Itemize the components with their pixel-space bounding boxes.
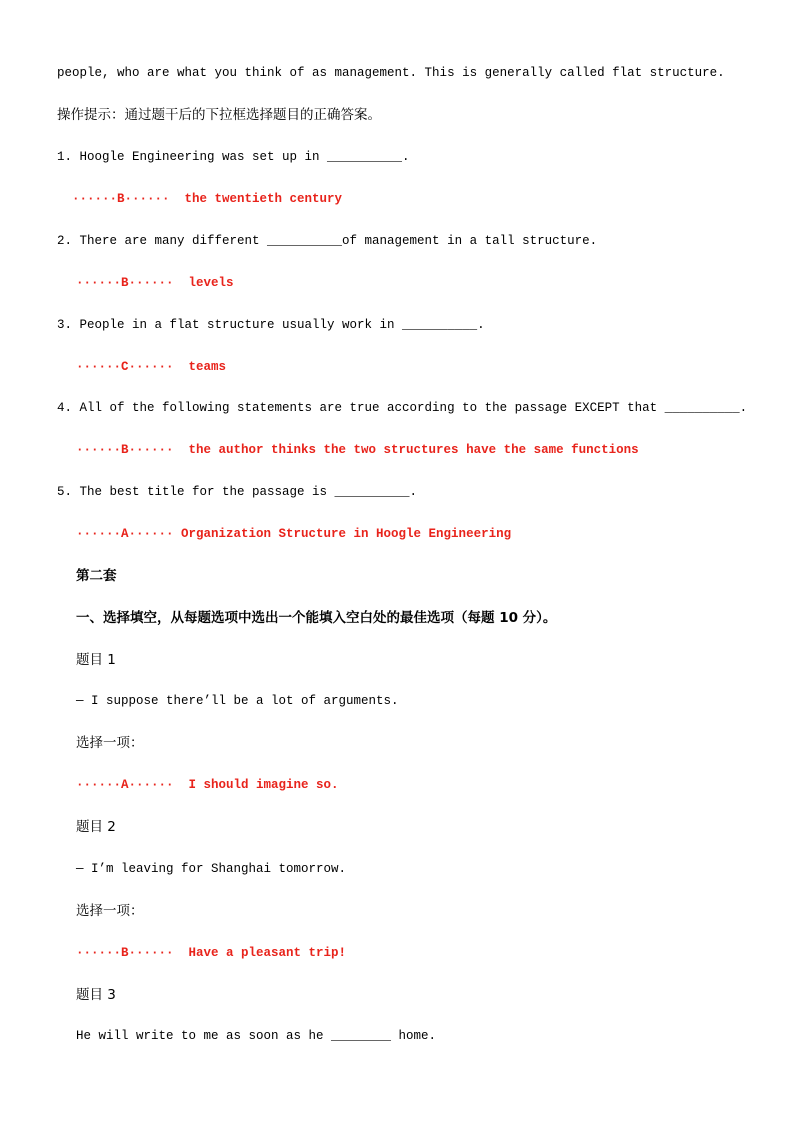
section-heading: 一、选择填空，从每题选项中选出一个能填入空白处的最佳选项（每题 10 分）。 bbox=[76, 610, 557, 626]
question-stem: 3. People in a flat structure usually work in __________. bbox=[57, 318, 485, 332]
question-stem: 5. The best title for the passage is __________. bbox=[57, 485, 418, 499]
item-prompt: — I suppose there’ll be a lot of arguments. bbox=[76, 694, 399, 708]
passage-last-line: people, who are what you think of as management. This is generally called flat structure. bbox=[57, 66, 725, 80]
item-answer: ······B······ Have a pleasant trip! bbox=[76, 946, 347, 960]
question-answer: ······B······ the twentieth century bbox=[72, 192, 343, 206]
question-answer: ······B······ levels bbox=[76, 276, 234, 290]
item-label: 题目 2 bbox=[76, 819, 116, 835]
question-answer: ······B······ the author thinks the two structures have the same functions bbox=[76, 443, 639, 457]
item-prompt: — I’m leaving for Shanghai tomorrow. bbox=[76, 862, 347, 876]
question-answer: ······A······ Organization Structure in Hoogle Engineering bbox=[76, 527, 512, 541]
item-prompt: He will write to me as soon as he ________ home. bbox=[76, 1029, 437, 1043]
question-stem: 2. There are many different __________of management in a tall structure. bbox=[57, 234, 598, 248]
operation-instruction: 操作提示：通过题干后的下拉框选择题目的正确答案。 bbox=[57, 107, 381, 123]
question-answer: ······C······ teams bbox=[76, 360, 227, 374]
question-stem: 1. Hoogle Engineering was set up in __________. bbox=[57, 150, 410, 164]
item-label: 题目 1 bbox=[76, 652, 116, 668]
item-label: 题目 3 bbox=[76, 987, 116, 1003]
set-title: 第二套 bbox=[76, 568, 117, 584]
item-answer: ······A······ I should imagine so. bbox=[76, 778, 339, 792]
choose-one-label: 选择一项： bbox=[76, 903, 144, 919]
question-stem: 4. All of the following statements are true according to the passage EXCEPT that __________. bbox=[57, 401, 748, 415]
choose-one-label: 选择一项： bbox=[76, 735, 144, 751]
